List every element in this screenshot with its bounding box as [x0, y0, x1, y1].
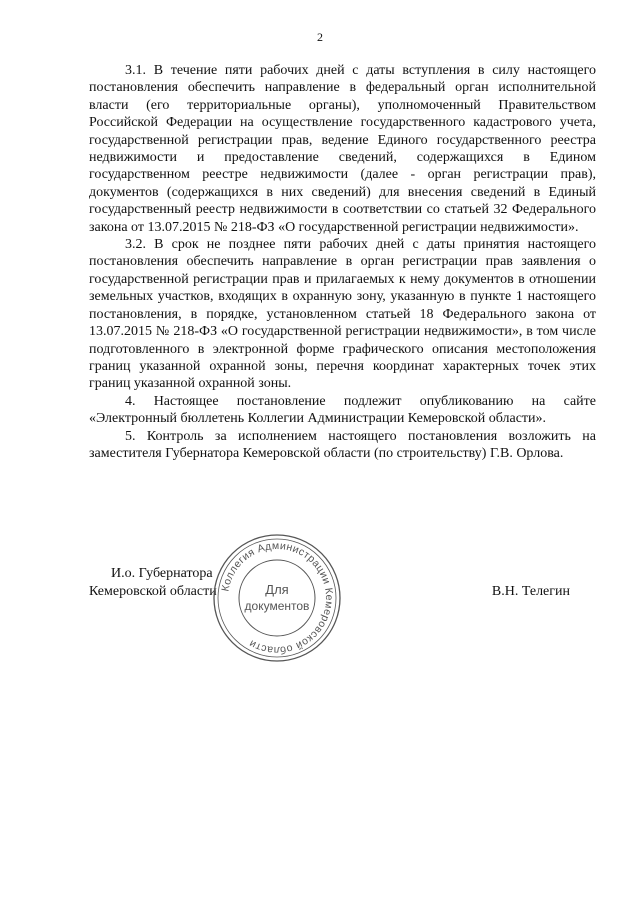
seal-ring-text: Коллегия Администрации Кемеровской области [219, 539, 336, 657]
paragraph-5: 5. Контроль за исполнением настоящего постановления возложить на заместителя Губернатора Кемеровской области (по строительству) Г.В. Орлова. [89, 428, 596, 461]
paragraph-3-1: 3.1. В течение пяти рабочих дней с даты вступления в силу настоящего постановления обеспечить направление в федеральный орган исполнительной власти (его территориальные органы), уполномоченный Правительством Российской Федерации на осуществление государственного кадастрового учета, государственной регистрации прав, ведение Единого государственного реестра недвижимости и предоставление сведений, содержащихся в Едином государственном реестре недвижимости (далее - орган регистрации прав), документов (содержащихся в них сведений) для внесения сведений в Единый государственный реестр недвижимости в соответствии со статьей 32 Федерального закона от 13.07.2015 № 218-ФЗ «О государственной регистрации недвижимости». [89, 63, 596, 235]
seal-center-line-2: документов [244, 599, 310, 613]
signatory-position-line-2: Кемеровской области [89, 584, 217, 599]
official-seal-stamp [211, 532, 343, 664]
signatory-name: В.Н. Телегин [491, 584, 570, 599]
paragraph-3-2: 3.2. В срок не позднее пяти рабочих дней с даты принятия настоящего постановления обеспечить направление в орган регистрации прав заявления о государственной регистрации прав и прилагаемых к нему документов в отношении земельных участков, входящих в охранную зону, указанную в пункте 1 настоящего постановления, в порядке, установленном статьей 18 Федерального закона от 13.07.2015 № 218-ФЗ «О государственной регистрации недвижимости», в том числе подготовленного в электронной форме графического описания местоположения границ указанной охранной зоны, перечня координат характерных точек этих границ указанной охранной зоны. [89, 237, 596, 392]
seal-center-line-1: Для [265, 582, 289, 597]
document-body [89, 62, 596, 462]
signatory-position-line-1: И.о. Губернатора [111, 566, 213, 581]
page-number: 2 [317, 30, 323, 44]
paragraph-4: 4. Настоящее постановление подлежит опубликованию на сайте «Электронный бюллетень Коллегии Администрации Кемеровской области». [89, 393, 596, 427]
svg-text:Коллегия Администрации Кемеров [219, 540, 335, 656]
signature-block [89, 539, 596, 710]
